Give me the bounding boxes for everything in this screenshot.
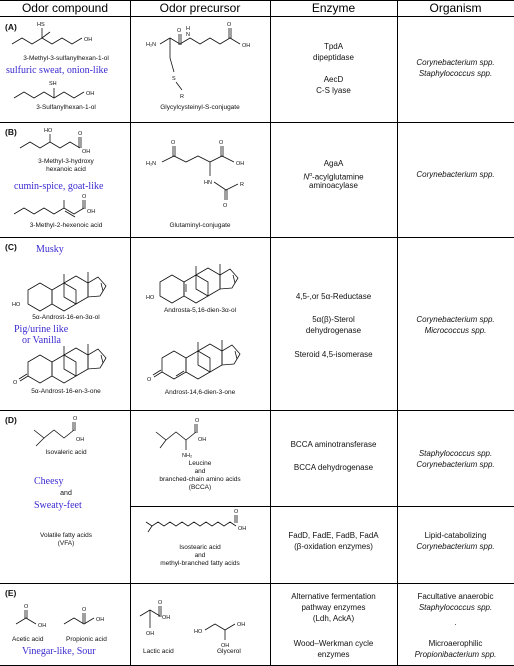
svg-text:OH: OH [96, 617, 105, 623]
enzyme-d-3a: FadD, FadE, FadB, FadA [288, 531, 379, 540]
header-enzyme: Enzyme [311, 1, 356, 15]
svg-text:N: N [208, 180, 212, 186]
svg-text:OH: OH [146, 631, 155, 637]
svg-text:H: H [204, 180, 208, 186]
enzyme-c-2a: 5α(β)-Sterol [312, 315, 355, 324]
precursor-e2: Glycerol [217, 648, 241, 655]
svg-text:O: O [177, 28, 182, 34]
precursor-a: Glycylcysteinyl-S-conjugate [160, 104, 240, 111]
annotation-c-2a: Pig/urine like [14, 324, 69, 335]
precursor-d2b: and [194, 552, 206, 559]
enzyme-a-1b: dipeptidase [313, 53, 354, 62]
enzyme-e-1a: Alternative fermentation [291, 592, 376, 601]
svg-text:OH: OH [238, 526, 247, 532]
svg-text:O: O [195, 418, 200, 424]
atom-hs: HS [37, 22, 45, 28]
enzyme-e-2a: Wood–Werkman cycle [293, 639, 374, 648]
annotation-c-1: Musky [36, 244, 64, 255]
svg-text:OH: OH [237, 622, 246, 628]
precursor-d1d: (BCCA) [188, 484, 212, 491]
enzyme-a-2b: C-S lyase [316, 86, 351, 95]
svg-text:O: O [78, 131, 83, 137]
enzyme-d-3b: (β-oxidation enzymes) [294, 542, 373, 551]
svg-text:O: O [171, 140, 176, 146]
svg-text:OH: OH [87, 209, 96, 215]
organism-d-1: Staphylococcus spp. [418, 449, 493, 458]
svg-text:R: R [180, 94, 184, 100]
svg-text:H₂N: H₂N [146, 161, 157, 167]
annotation-c-2b: or Vanilla [22, 335, 61, 346]
compound-a1: 3-Methyl-3-sulfanylhexan-1-ol [23, 55, 109, 62]
header-odor-precursor: Odor precursor [159, 1, 241, 15]
enzyme-e-2b: enzymes [317, 650, 350, 659]
enzyme-c-2b: dehydrogenase [305, 326, 362, 335]
svg-text:HO: HO [44, 128, 53, 134]
enzyme-c-1: 4,5-,or 5α-Reductase [295, 292, 372, 301]
atom-oh-a2: OH [86, 91, 95, 97]
precursor-c1: Androsta-5,16-dien-3α-ol [163, 307, 237, 314]
enzyme-b-2: $N^\alpha$-acylglutamine [303, 172, 364, 182]
compound-c2: 5α-Androst-16-en-3-one [31, 388, 101, 395]
atom-oh: OH [84, 37, 93, 43]
annotation-d-2: Sweaty-feet [34, 500, 82, 511]
precursor-d1a: Leucine [188, 460, 212, 467]
svg-text:OH: OH [221, 643, 230, 649]
compound-a2: 3-Sulfanylhexan-1-ol [36, 104, 96, 111]
annotation-d-1: Cheesy [34, 476, 64, 487]
enzyme-a-1a: TpdA [323, 42, 344, 51]
enzyme-c-3: Steroid 4,5-isomerase [294, 350, 373, 359]
enzyme-b-1: AgaA [323, 159, 344, 168]
precursor-c2: Androst-14,6-dien-3-one [164, 389, 236, 396]
section-d-letter: (D) [5, 415, 17, 425]
svg-text:OH: OH [82, 149, 91, 155]
svg-text:O: O [73, 416, 78, 422]
compound-b2: 3-Methyl-2-hexenoic acid [29, 222, 103, 229]
svg-text:O: O [234, 509, 239, 515]
enzyme-b-3: aminoacylase [309, 181, 358, 190]
svg-text:HO: HO [12, 302, 21, 308]
svg-text:S: S [172, 76, 176, 82]
structure-e-precursors [130, 0, 270, 666]
section-c-letter: (C) [5, 242, 17, 252]
enzyme-e-1c: (Ldh, AckA) [312, 614, 355, 623]
organism-d-2: Corynebacterium spp. [416, 460, 495, 469]
compound-c1: 5α-Androst-16-en-3α-ol [32, 314, 100, 321]
precursor-d1b: and [194, 468, 206, 475]
svg-text:OH: OH [76, 437, 85, 443]
organism-a-1: Corynebacterium spp. [416, 58, 495, 67]
compound-d1: Isovaleric acid [45, 449, 87, 456]
svg-text:O: O [147, 377, 152, 383]
svg-text:O: O [223, 203, 228, 209]
annotation-b: cumin-spice, goat-like [14, 181, 104, 192]
annotation-e: Vinegar-like, Sour [22, 646, 96, 657]
enzyme-d-1: BCCA aminotransferase [290, 440, 377, 449]
svg-text:R: R [240, 182, 244, 188]
precursor-e1: Lactic acid [143, 648, 174, 655]
svg-text:H: H [186, 26, 190, 32]
svg-text:OH: OH [38, 623, 47, 629]
svg-text:H₂N: H₂N [146, 42, 157, 48]
organism-e-2b: Propionibacterium spp. [414, 650, 497, 659]
enzyme-e-1b: pathway enzymes [301, 603, 366, 612]
svg-text:O: O [82, 607, 87, 613]
compound-d2a: Volatile fatty acids [39, 532, 93, 539]
svg-text:OH: OH [162, 615, 171, 621]
organism-e-1a: Facultative anaerobic [417, 592, 494, 601]
organism-b-1: Corynebacterium spp. [416, 170, 495, 179]
svg-text:O: O [24, 604, 29, 610]
svg-text:O: O [227, 22, 232, 28]
svg-text:O: O [82, 194, 87, 200]
organism-d-3a: Lipid-catabolizing [424, 531, 487, 540]
compound-d2b: (VFA) [57, 540, 75, 547]
svg-text:HO: HO [194, 629, 203, 635]
compound-e2: Propionic acid [66, 636, 107, 643]
structure-e1 [0, 0, 130, 666]
annotation-a: sulfuric sweat, onion-like [6, 65, 108, 76]
organism-d-3b: Corynebacterium spp. [416, 542, 495, 551]
and-d-1: and [60, 490, 72, 497]
atom-sh: SH [49, 81, 57, 87]
enzyme-d-2: BCCA dehydrogenase [293, 463, 374, 472]
header-odor-compound: Odor compound [21, 1, 109, 15]
svg-text:O: O [219, 140, 224, 146]
header-organism: Organism [429, 1, 482, 15]
compound-e1: Acetic acid [12, 636, 44, 643]
organism-e-dot: . [454, 618, 457, 627]
svg-text:O: O [13, 380, 18, 386]
svg-text:OH: OH [242, 43, 251, 49]
section-b-letter: (B) [5, 127, 17, 137]
organism-e-2a: Microaerophilic [428, 639, 483, 648]
svg-text:OH: OH [198, 437, 207, 443]
svg-text:OH: OH [236, 161, 245, 167]
precursor-d2a: Isostearic acid [179, 544, 221, 551]
organism-a-2: Staphylococcus spp. [418, 69, 493, 78]
svg-text:N: N [186, 32, 190, 38]
section-a-letter: (A) [5, 22, 17, 32]
organism-c-1: Corynebacterium spp. [416, 315, 495, 324]
precursor-d1c: branched-chain amino acids [159, 476, 241, 483]
svg-text:NH₂: NH₂ [182, 453, 193, 459]
organism-c-2: Micrococcus spp. [424, 326, 487, 335]
svg-text:HO: HO [146, 295, 155, 301]
svg-text:O: O [158, 600, 163, 606]
precursor-d2c: methyl-branched fatty acids [160, 560, 240, 567]
section-e-letter: (E) [5, 588, 17, 598]
compound-b1a: 3-Methyl-3-hydroxy [38, 158, 94, 165]
precursor-b: Glutaminyl-conjugate [169, 222, 231, 229]
compound-b1b: hexanoic acid [46, 166, 86, 173]
organism-e-1b: Staphylococcus spp. [418, 603, 493, 612]
enzyme-a-2a: AecD [323, 75, 344, 84]
